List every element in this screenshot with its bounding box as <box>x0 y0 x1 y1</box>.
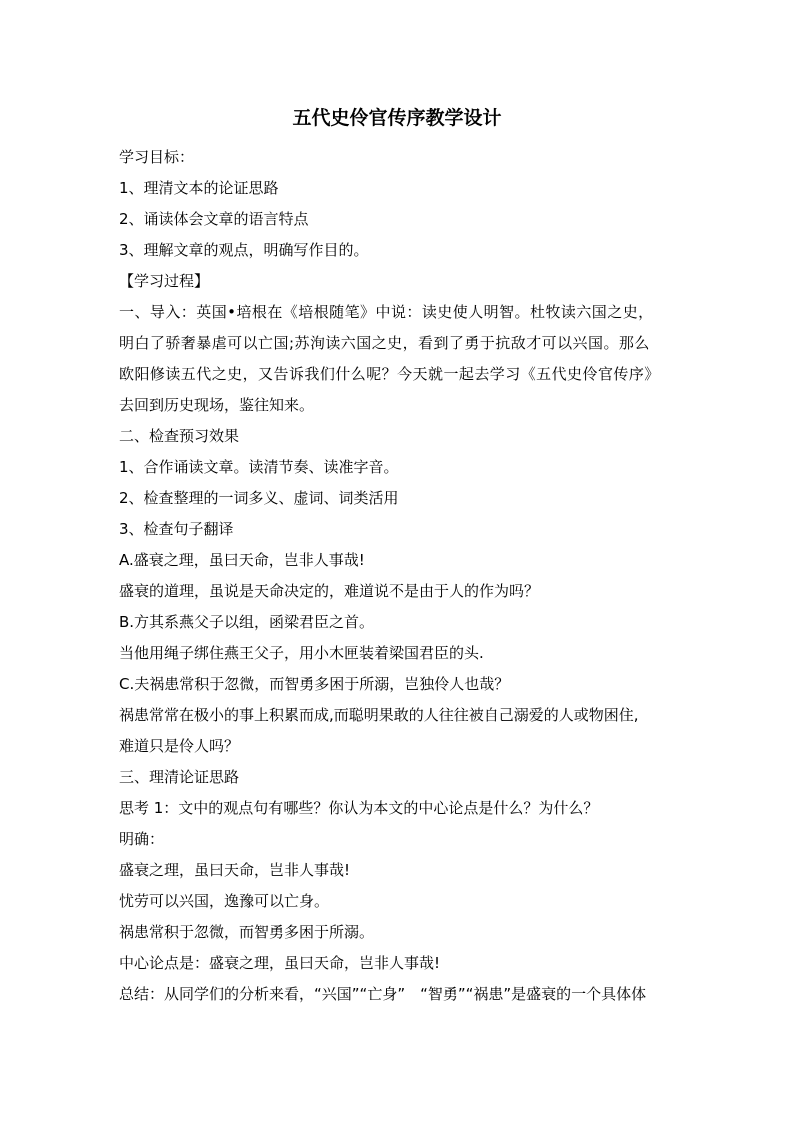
section-heading-learning-goals: 学习目标： <box>119 148 195 166</box>
intro-paragraph-line-2: 明白了骄奢暴虐可以亡国;苏洵读六国之史，看到了勇于抗敌才可以兴国。那么 <box>119 334 650 352</box>
sentence-c-translation-line-2: 难道只是伶人吗？ <box>119 737 240 755</box>
document-title: 五代史伶官传序教学设计 <box>292 107 502 129</box>
intro-paragraph-line-4: 去回到历史现场，鉴往知来。 <box>119 396 315 414</box>
intro-paragraph-line-3: 欧阳修读五代之史，又告诉我们什么呢？今天就一起去学习《五代史伶官传序》 <box>119 365 660 383</box>
viewpoint-3: 祸患常积于忽微，而智勇多困于所溺。 <box>119 923 375 941</box>
section-heading-preview-check: 二、检查预习效果 <box>119 427 240 445</box>
sentence-a-translation: 盛衰的道理，虽说是天命决定的，难道说不是由于人的作为吗？ <box>119 582 540 600</box>
sentence-c-translation-line-1: 祸患常常在极小的事上积累而成,而聪明果敢的人往往被自己溺爱的人或物困住, <box>119 706 639 724</box>
sentence-a-original: A.盛衰之理，虽曰天命，岂非人事哉! <box>119 551 365 569</box>
preview-item-3: 3、检查句子翻译 <box>119 520 234 538</box>
summary-line: 总结：从同学们的分析来看，“兴国”“亡身” “智勇”“祸患”是盛衰的一个具体体 <box>119 985 647 1003</box>
preview-item-1: 1、合作诵读文章。读清节奏、读准字音。 <box>119 458 399 476</box>
goal-item-3: 3、理解文章的观点，明确写作目的。 <box>119 241 369 259</box>
viewpoint-2: 忧劳可以兴国，逸豫可以亡身。 <box>119 892 330 910</box>
sentence-b-original: B.方其系燕父子以组，函梁君臣之首。 <box>119 613 375 631</box>
sentence-c-original: C.夫祸患常积于忽微，而智勇多困于所溺，岂独伶人也哉？ <box>119 675 510 693</box>
goal-item-2: 2、诵读体会文章的语言特点 <box>119 210 309 228</box>
viewpoint-1: 盛衰之理，虽曰天命，岂非人事哉! <box>119 861 351 879</box>
goal-item-1: 1、理清文本的论证思路 <box>119 179 279 197</box>
central-argument: 中心论点是：盛衰之理，虽曰天命，岂非人事哉! <box>119 954 441 972</box>
section-heading-learning-process: 【学习过程】 <box>119 272 210 290</box>
answer-label: 明确： <box>119 830 165 848</box>
preview-item-2: 2、检查整理的一词多义、虚词、词类活用 <box>119 489 399 507</box>
document-body <box>119 142 679 1010</box>
sentence-b-translation: 当他用绳子绑住燕王父子，用小木匣装着梁国君臣的头. <box>119 644 484 662</box>
question-1: 思考 1：文中的观点句有哪些？你认为本文的中心论点是什么？为什么？ <box>119 799 599 817</box>
intro-paragraph-line-1: 一、导入：英国•培根在《培根随笔》中说：读史使人明智。杜牧读六国之史， <box>119 303 654 321</box>
section-heading-argument-structure: 三、理清论证思路 <box>119 768 240 786</box>
